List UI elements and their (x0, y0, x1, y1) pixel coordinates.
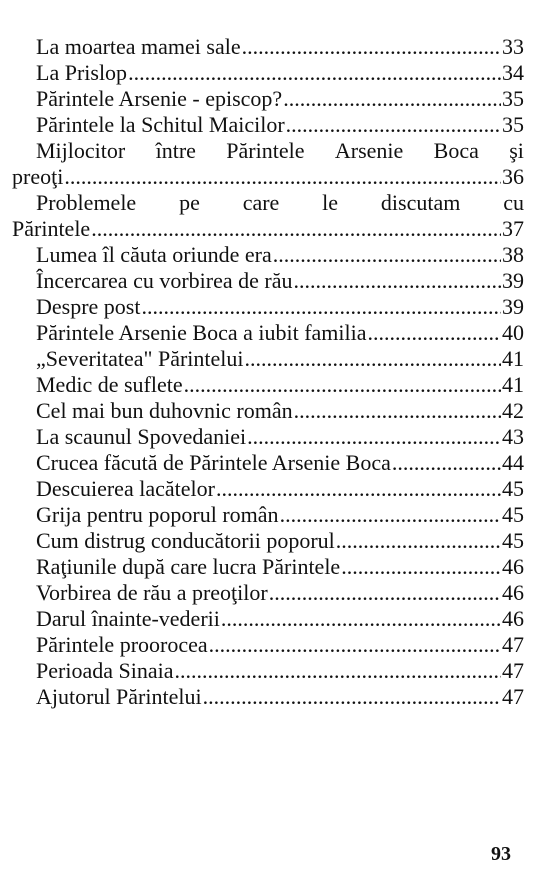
toc-entry[interactable] (12, 34, 524, 60)
toc-entry[interactable] (12, 684, 524, 710)
dot-leader (128, 60, 501, 86)
toc-entry-title: La scaunul Spovedaniei (36, 424, 247, 449)
toc-entry-page: 41 (502, 346, 524, 371)
toc-entry-title: Raţiunile după care lucra Părintele (36, 554, 341, 579)
dot-leader (184, 372, 501, 398)
toc-entry-title: Grija pentru poporul român (36, 502, 279, 527)
toc-entry-page: 39 (502, 294, 524, 319)
dot-leader (368, 320, 501, 346)
toc-entry-page: 47 (502, 684, 524, 709)
dot-leader (280, 502, 501, 528)
toc-entry[interactable] (12, 424, 524, 450)
dot-leader (203, 684, 501, 710)
toc-entry-title: Despre post (36, 294, 141, 319)
dot-leader (141, 294, 501, 320)
dot-leader (245, 346, 501, 372)
toc-entry-title: Părintele la Schitul Maicilor (36, 112, 285, 137)
toc-word: le (322, 190, 339, 215)
toc-entry-title: Lumea îl căuta oriunde era (36, 242, 272, 267)
toc-word: cu (503, 190, 524, 215)
toc-entry-page: 35 (502, 112, 524, 137)
dot-leader (91, 216, 501, 242)
toc-entry-page: 34 (502, 60, 524, 85)
dot-leader (293, 268, 501, 294)
toc-entry[interactable] (12, 294, 524, 320)
dot-leader (174, 658, 501, 684)
toc-entry-title: Cum distrug conducătorii poporul (36, 528, 335, 553)
toc-word: Arsenie (334, 138, 404, 163)
toc-entry-page: 37 (502, 216, 524, 241)
toc-entry[interactable] (12, 60, 524, 86)
toc-entry-page: 40 (502, 320, 524, 345)
toc-entry-page: 38 (502, 242, 524, 267)
toc-entry-title: Părintele proorocea (36, 632, 208, 657)
dot-leader (209, 632, 501, 658)
toc-word: Părintele (226, 138, 305, 163)
toc-entry-page: 45 (502, 502, 524, 527)
toc-entry[interactable] (12, 632, 524, 658)
toc-entry[interactable] (12, 268, 524, 294)
dot-leader (269, 580, 501, 606)
toc-word: Mijlocitor (36, 138, 126, 163)
toc-entry[interactable] (12, 112, 524, 138)
toc-entry-title: Darul înainte-vederii (36, 606, 220, 631)
toc-entry-page: 44 (502, 450, 524, 475)
toc-entry[interactable] (12, 580, 524, 606)
dot-leader (247, 424, 501, 450)
dot-leader (336, 528, 501, 554)
toc-word: pe (179, 190, 200, 215)
toc-word: între (155, 138, 196, 163)
toc-entry[interactable] (12, 372, 524, 398)
toc-entry-title: „Severitatea" Părintelui (36, 346, 244, 371)
toc-entry-title: preoţi (12, 164, 64, 189)
dot-leader (242, 34, 501, 60)
toc-entry-page: 35 (502, 86, 524, 111)
dot-leader (64, 164, 501, 190)
toc-word: Boca (433, 138, 479, 163)
toc-word: discutam (380, 190, 461, 215)
toc-entry[interactable] (12, 554, 524, 580)
dot-leader (216, 476, 501, 502)
toc-entry-page: 42 (502, 398, 524, 423)
toc-entry[interactable] (12, 86, 524, 112)
toc-entry-page: 45 (502, 476, 524, 501)
toc-entry-page: 46 (502, 580, 524, 605)
toc-entry[interactable] (12, 606, 524, 632)
toc-entry[interactable] (12, 476, 524, 502)
toc-entry[interactable] (12, 528, 524, 554)
toc-entry-title: Vorbirea de rău a preoţilor (36, 580, 268, 605)
toc-entry-title: Ajutorul Părintelui (36, 684, 202, 709)
toc-entry-title: La Prislop (36, 60, 128, 85)
dot-leader (273, 242, 501, 268)
dot-leader (294, 398, 501, 424)
table-of-contents (12, 34, 524, 710)
toc-entry-page: 47 (502, 658, 524, 683)
dot-leader (283, 86, 501, 112)
toc-entry-title: Părintele (12, 216, 91, 241)
toc-entry-page: 46 (502, 554, 524, 579)
toc-entry-title: Descuierea lacătelor (36, 476, 215, 501)
toc-entry-page: 39 (502, 268, 524, 293)
dot-leader (286, 112, 501, 138)
toc-word: Problemele (36, 190, 137, 215)
toc-entry-title: Încercarea cu vorbirea de rău (36, 268, 293, 293)
page-number: 93 (491, 843, 511, 865)
dot-leader (221, 606, 501, 632)
toc-entry-line1[interactable] (12, 138, 524, 164)
toc-entry-line2[interactable] (12, 216, 524, 242)
dot-leader (392, 450, 501, 476)
toc-entry-page: 47 (502, 632, 524, 657)
toc-entry[interactable] (12, 242, 524, 268)
toc-entry[interactable] (12, 450, 524, 476)
toc-entry-line1[interactable] (12, 190, 524, 216)
toc-entry-page: 41 (502, 372, 524, 397)
toc-entry-page: 45 (502, 528, 524, 553)
toc-entry-line2[interactable] (12, 164, 524, 190)
toc-entry-title: Părintele Arsenie - episcop? (36, 86, 283, 111)
toc-entry-title: Părintele Arsenie Boca a iubit familia (36, 320, 367, 345)
toc-entry-title: Crucea făcută de Părintele Arsenie Boca (36, 450, 391, 475)
toc-entry[interactable] (12, 398, 524, 424)
toc-entry-page: 36 (502, 164, 524, 189)
toc-entry[interactable] (12, 502, 524, 528)
toc-entry-page: 43 (502, 424, 524, 449)
toc-entry-page: 46 (502, 606, 524, 631)
toc-entry-title: Perioada Sinaia (36, 658, 174, 683)
toc-entry[interactable] (12, 320, 524, 346)
toc-entry-page: 33 (502, 34, 524, 59)
toc-entry-title: Cel mai bun duhovnic român (36, 398, 293, 423)
toc-entry[interactable] (12, 658, 524, 684)
toc-entry-title: Medic de suflete (36, 372, 183, 397)
dot-leader (341, 554, 501, 580)
toc-entry-title: La moartea mamei sale (36, 34, 241, 59)
toc-word: şi (509, 138, 524, 163)
toc-word: care (242, 190, 280, 215)
toc-entry[interactable] (12, 346, 524, 372)
